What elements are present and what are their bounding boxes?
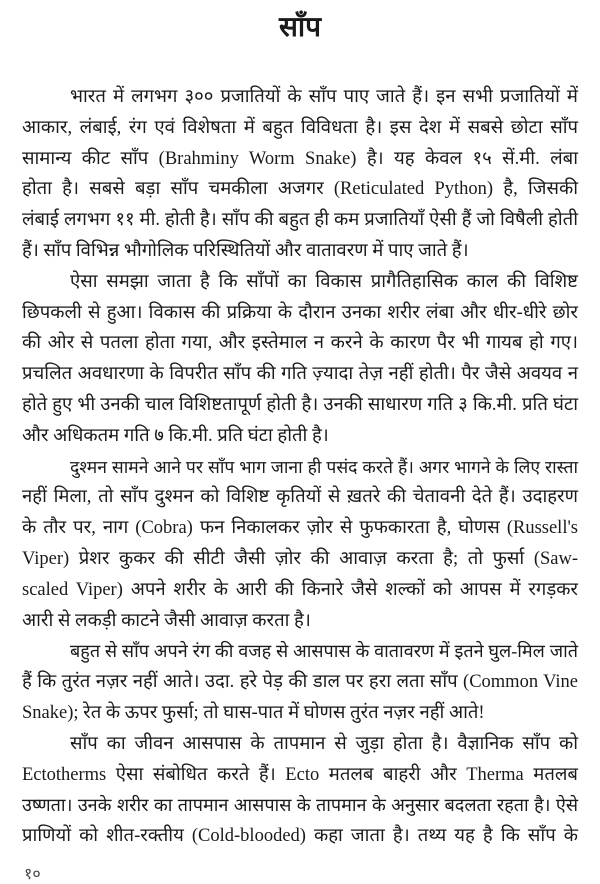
text-line: Snake); रेत के ऊपर फुर्सा; तो घास-पात में घोणस तुरंत नज़र नहीं आते! bbox=[22, 702, 485, 723]
paragraph bbox=[22, 452, 578, 637]
text-line: हैं कि तुरंत नज़र नहीं आते। उदा. हरे पेड़ की डाल पर हरा लता साँप (Common Vine bbox=[22, 672, 578, 693]
text-line: Ectotherms ऐसा संबोधित करते हैं। Ecto मतलब बाहरी और Therma मतलब bbox=[22, 764, 578, 785]
text-line: आकार, लंबाई, रंग एवं विशेषता में बहुत विविधता है। इस देश में सबसे छोटा साँप bbox=[22, 117, 578, 138]
text-line: प्राणियों को शीत-रक्तीय (Cold-blooded) कहा जाता है। तथ्य यह है कि साँप के bbox=[22, 826, 578, 847]
text-line: होते हुए भी उनकी चाल विशिष्टतापूर्ण होती है। उनकी साधारण गति ३ कि.मी. प्रति घंटा bbox=[22, 394, 578, 415]
text-line: और अधिकतम गति ७ कि.मी. प्रति घंटा होती है। bbox=[22, 425, 329, 446]
text-line: दुश्मन सामने आने पर साँप भाग जाना ही पसंद करते हैं। अगर भागने के लिए रास्ता bbox=[70, 456, 578, 477]
text-line: लंबाई लगभग ११ मी. होती है। साँप की बहुत ही कम प्रजातियाँ ऐसी हैं जो विषैली होती bbox=[22, 210, 578, 231]
text-line: छिपकली से हुआ। विकास की प्रक्रिया के दौरान उनका शरीर लंबा और धीर-धीरे छोर bbox=[22, 302, 578, 323]
text-line: Viper) प्रेशर कुकर की सीटी जैसी ज़ोर की आवाज़ करता है; तो फुर्सा (Saw- bbox=[22, 548, 578, 569]
paragraph bbox=[22, 729, 578, 852]
paragraph bbox=[22, 82, 578, 267]
page-number: १० bbox=[24, 866, 41, 883]
paragraph bbox=[22, 267, 578, 452]
text-line: ऐसा समझा जाता है कि साँपों का विकास प्रागैतिहासिक काल की विशिष्ट bbox=[70, 271, 578, 292]
text-line: बहुत से साँप अपने रंग की वजह से आसपास के वातावरण में इतने घुल-मिल जाते bbox=[70, 641, 578, 662]
text-line: हैं। साँप विभिन्न भौगोलिक परिस्थितियों और वातावरण में पाए जाते हैं। bbox=[22, 240, 469, 261]
text-line: साँप का जीवन आसपास के तापमान से जुड़ा होता है। वैज्ञानिक साँप को bbox=[70, 733, 578, 754]
text-line: होता है। सबसे बड़ा साँप चमकीला अजगर (Reticulated Python) है, जिसकी bbox=[22, 179, 578, 200]
text-line: नहीं मिला, तो साँप दुश्मन को विशिष्ट कृतियों से ख़तरे की चेतावनी देते हैं। उदाहरण bbox=[22, 487, 578, 508]
text-line: के तौर पर, नाग (Cobra) फन निकालकर ज़ोर से फुफकारता है, घोणस (Russell's bbox=[22, 518, 578, 539]
text-line: scaled Viper) अपने शरीर के आरी की किनारे जैसे शल्कों को आपस में रगड़कर bbox=[22, 579, 578, 600]
paragraph bbox=[22, 636, 578, 728]
text-line: आरी से लकड़ी काटने जैसी आवाज़ करता है। bbox=[22, 610, 311, 631]
text-line: की ओर से पतला होता गया, और इस्तेमाल न करने के कारण पैर भी गायब हो गए। bbox=[22, 333, 578, 354]
text-line: भारत में लगभग ३०० प्रजातियों के साँप पाए जाते हैं। इन सभी प्रजातियों में bbox=[70, 87, 578, 107]
text-line: सामान्य कीट साँप (Brahminy Worm Snake) है। यह केवल १५ सें.मी. लंबा bbox=[22, 148, 578, 169]
text-line: उष्णता। उनके शरीर का तापमान आसपास के तापमान के अनुसार बदलता रहता है। ऐसे bbox=[22, 795, 578, 816]
text-line: प्रचलित अवधारणा के विपरीत साँप की गति ज़्यादा तेज़ नहीं होती। पैर जैसे अवयव न bbox=[22, 364, 578, 385]
page-title: साँप bbox=[278, 12, 322, 43]
document-body bbox=[22, 82, 578, 852]
